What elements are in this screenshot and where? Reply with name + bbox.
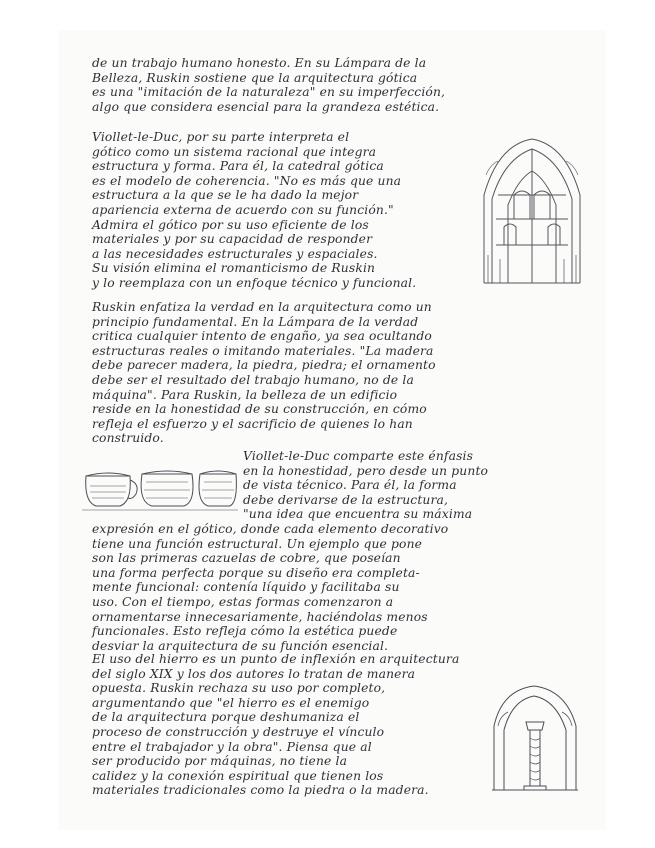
paragraph-viollet-honestidad: Viollet-le-Duc comparte este énfasis en la honestidad, pero desde un punto de vista técnico. Para él, la forma debe derivarse de la estructura, "una idea que encuentra su máxima bbox=[243, 449, 489, 522]
paragraph-ruskin-verdad: Ruskin enfatiza la verdad en la arquitectura como un principio fundamental. En la Lámpara de la verdad critica cualquier intento de engaño, ya sea ocultando estructuras reales o imitando materiales. "La madera debe parecer madera, la piedra, piedra; el ornamento debe ser el resultado del trabajo humano, no de la máquina". Para Ruskin, la belleza de un edificio reside en la honestidad de su construcción, en cómo refleja el esfuerzo y el sacrificio de quienes lo han construido. bbox=[92, 300, 436, 446]
paragraph-viollet-gotico: Viollet-le-Duc, por su parte interpreta el gótico como un sistema racional que integra estructura y forma. Para él, la catedral gótica es el modelo de coherencia. "No es más que una estructura a la que se le ha dado la mejor apariencia externa de acuerdo con su función." Admira el gótico por su uso eficiente de los materiales y por su capacidad de responder a las necesidades estructurales y espaciales. Su visión elimina el romanticismo de Ruskin y lo reemplaza con un enfoque técnico y funcional. bbox=[92, 130, 417, 290]
paragraph-ruskin-belleza: de un trabajo humano honesto. En su Lámpara de la Belleza, Ruskin sostiene que la arquitectura gótica es una "imitación de la naturaleza" en su imperfección, algo que considera esencial para la grandeza estética. bbox=[92, 56, 446, 114]
gothic-cathedral-sketch bbox=[478, 135, 586, 285]
copper-pots-sketch bbox=[80, 462, 240, 512]
paragraph-uso-del-hierro: El uso del hierro es un punto de inflexión en arquitectura del siglo XIX y los dos autores lo tratan de manera opuesta. Ruskin rechaza su uso por completo, argumentando que "el hierro es el enemigo de la arquitectura porque deshumaniza el proceso de construcción y destruye el vínculo entre el trabajador y la obra". Piensa que al ser producido por máquinas, no tiene la calidez y la conexión espiritual que tienen los materiales tradicionales como la piedra o la madera. bbox=[92, 652, 460, 798]
column-arch-sketch bbox=[490, 682, 580, 792]
paragraph-viollet-honestidad-continued: expresión en el gótico, donde cada elemento decorativo tiene una función estructural. Un ejemplo que pone son las primeras cazuelas de cobre, que poseían una forma perfecta porque su diseño era completa- mente funcional: contenía líquido y facilitaba su uso. Con el tiempo, estas formas comenzaron a ornamentarse innecesariamente, haciéndolas menos funcionales. Esto refleja cómo la estética puede desviar la arquitectura de su función esencial. bbox=[92, 522, 449, 653]
